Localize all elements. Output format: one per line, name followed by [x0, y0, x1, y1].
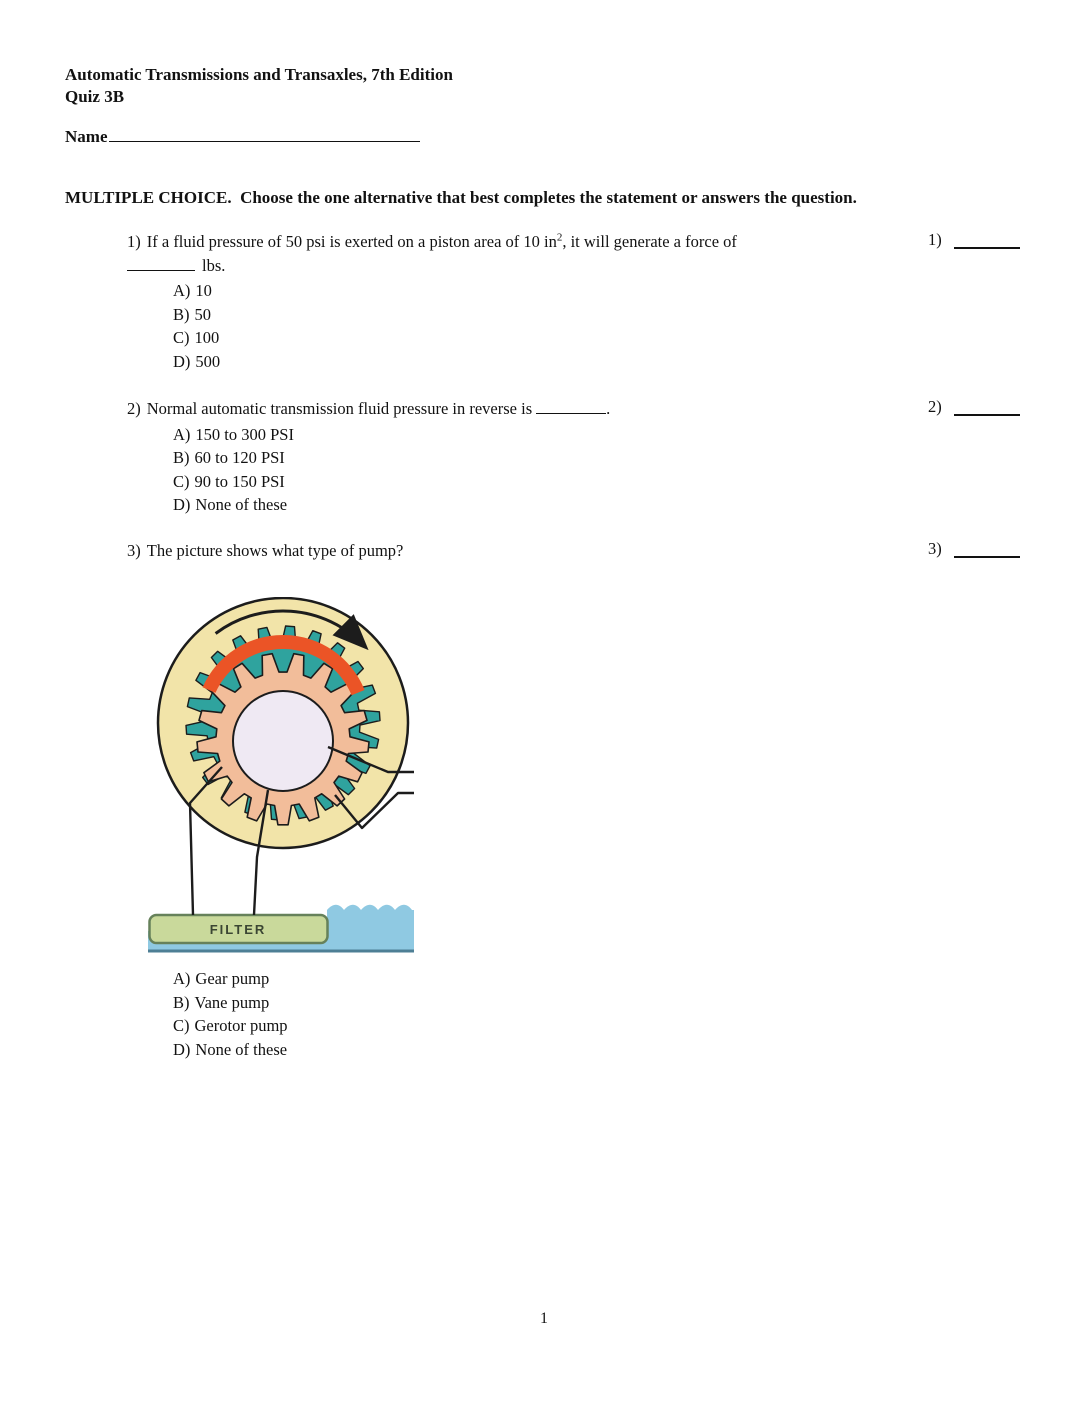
- option-letter: A): [173, 969, 191, 988]
- question-2: [127, 397, 907, 517]
- center-bore: [233, 691, 333, 791]
- option[interactable]: [173, 1014, 288, 1038]
- answer-stub-1: [928, 230, 1020, 250]
- name-label: Name: [65, 127, 108, 146]
- question-1-fill-blank[interactable]: [127, 255, 195, 271]
- option[interactable]: [173, 423, 907, 447]
- option-letter: D): [173, 495, 191, 514]
- question-2-options: [127, 423, 907, 517]
- option-text: Vane pump: [194, 992, 270, 1012]
- doc-header: [65, 64, 453, 108]
- question-1-superscript: 2: [556, 231, 563, 244]
- question-3-number: 3): [127, 541, 141, 560]
- option-letter: D): [173, 1039, 191, 1059]
- option[interactable]: [173, 446, 907, 470]
- option-text: None of these: [195, 495, 288, 514]
- question-1-body: If a fluid pressure of 50 psi is exerted on a piston area of 10 in: [146, 232, 557, 251]
- question-2-text: [127, 397, 907, 421]
- question-2-fill-blank[interactable]: [536, 398, 606, 414]
- answer-blank-2[interactable]: [954, 402, 1020, 416]
- option[interactable]: [173, 493, 907, 517]
- option-letter: C): [173, 328, 190, 347]
- question-3-options: [173, 967, 288, 1061]
- answer-blank-3[interactable]: [954, 544, 1020, 558]
- option-text: 10: [195, 281, 212, 300]
- option-letter: A): [173, 281, 191, 300]
- answer-blank-1[interactable]: [954, 235, 1020, 249]
- question-1-blank-line: [127, 254, 907, 278]
- option[interactable]: [173, 350, 907, 374]
- filter-label: FILTER: [209, 922, 267, 937]
- answer-stub-1-number: 1): [928, 230, 942, 249]
- question-2-period: .: [606, 399, 611, 418]
- question-1-body-cont: , it will generate a force of: [562, 232, 737, 251]
- option-letter: D): [173, 351, 191, 371]
- option[interactable]: [173, 279, 907, 303]
- question-1-text: [127, 230, 907, 254]
- option-text: None of these: [195, 1039, 288, 1059]
- option[interactable]: [173, 470, 907, 494]
- doc-title: Automatic Transmissions and Transaxles, 7th Edition: [65, 65, 453, 84]
- question-1-options: [127, 279, 907, 373]
- option-text: 500: [195, 351, 221, 371]
- gerotor-pump-diagram: [148, 597, 414, 959]
- answer-stub-2: [928, 397, 1020, 417]
- option-text: Gear pump: [195, 969, 270, 988]
- question-3-text: [127, 539, 907, 563]
- option-text: 50: [194, 304, 211, 324]
- question-1: [127, 230, 907, 373]
- pump-figure: [148, 597, 414, 959]
- answer-stub-2-number: 2): [928, 397, 942, 416]
- name-row: [65, 124, 420, 147]
- answer-stub-3-number: 3): [928, 539, 942, 558]
- option[interactable]: [173, 303, 907, 327]
- option-letter: B): [173, 304, 190, 324]
- question-1-number: 1): [127, 232, 141, 251]
- doc-subtitle: Quiz 3B: [65, 87, 125, 106]
- option-letter: C): [173, 1016, 190, 1035]
- question-1-blank-suffix: lbs.: [202, 255, 226, 275]
- page-number: 1: [540, 1310, 548, 1327]
- name-blank-line[interactable]: [109, 124, 420, 142]
- option[interactable]: [173, 326, 907, 350]
- option-letter: C): [173, 471, 190, 491]
- question-2-body: Normal automatic transmission fluid pressure in reverse is: [146, 399, 533, 418]
- option[interactable]: [173, 1038, 288, 1062]
- question-2-number: 2): [127, 399, 141, 418]
- option-text: Gerotor pump: [194, 1016, 288, 1035]
- option-letter: B): [173, 992, 190, 1012]
- option-text: 150 to 300 PSI: [195, 424, 294, 444]
- option-text: 90 to 150 PSI: [194, 471, 285, 491]
- option-text: 100: [194, 328, 220, 347]
- question-3: [127, 539, 907, 563]
- question-3-body: The picture shows what type of pump?: [146, 541, 404, 560]
- option[interactable]: [173, 991, 288, 1015]
- instruction-text: MULTIPLE CHOICE. Choose the one alternative that best completes the statement or answers the question.: [65, 188, 857, 207]
- option[interactable]: [173, 967, 288, 991]
- option-text: 60 to 120 PSI: [194, 448, 285, 467]
- option-letter: A): [173, 424, 191, 444]
- option-letter: B): [173, 448, 190, 467]
- answer-stub-3: [928, 539, 1020, 559]
